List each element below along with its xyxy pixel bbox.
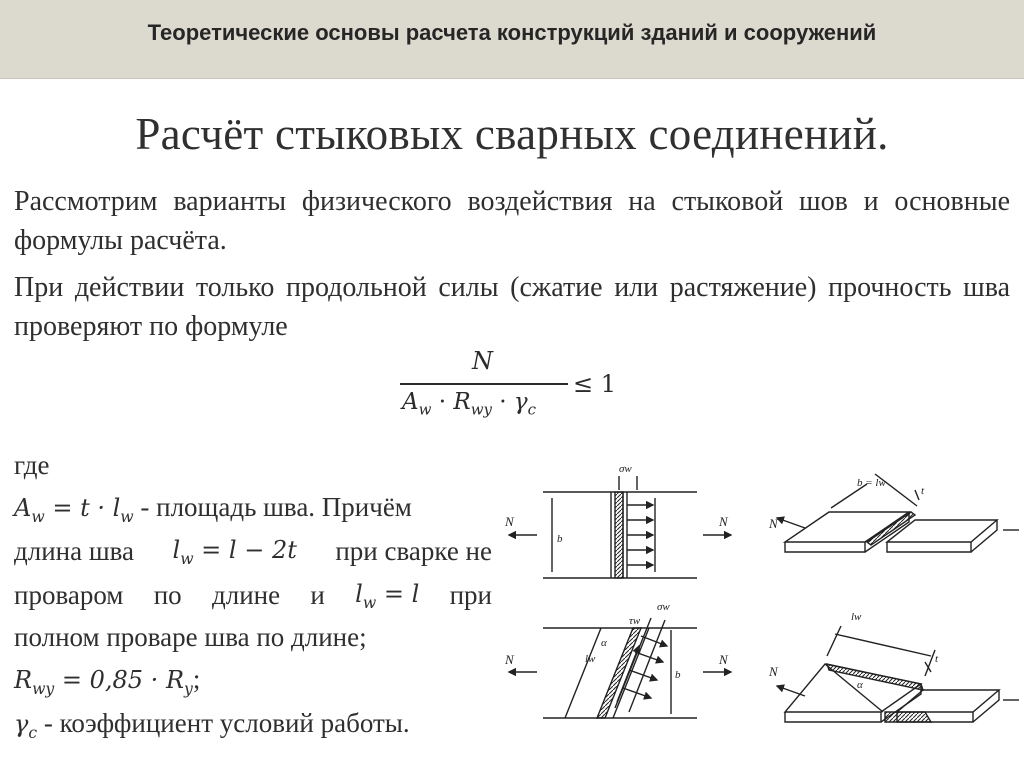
header-title: Теоретические основы расчета конструкций зданий и сооружений bbox=[147, 20, 877, 45]
force-label-6: N bbox=[769, 664, 778, 679]
oblique-weld-plan bbox=[509, 618, 731, 718]
b-label-1: b bbox=[557, 533, 563, 545]
b-label-2: b bbox=[675, 669, 681, 681]
formula-relation: ≤ 1 bbox=[573, 370, 617, 398]
alpha-label-2: α bbox=[857, 679, 863, 691]
slide-title: Расчёт стыковых сварных соединений. bbox=[135, 109, 889, 159]
straight-weld-plan bbox=[509, 476, 731, 578]
straight-weld-3d bbox=[777, 474, 1019, 552]
force-label-3: N bbox=[769, 516, 778, 531]
force-label-1: N bbox=[505, 514, 514, 529]
intro-paragraph: Рассмотрим варианты физического воздействия на стыковой шов и основные формулы расчёта. bbox=[14, 186, 1010, 256]
strength-formula bbox=[400, 345, 640, 440]
header-bar bbox=[0, 0, 1024, 79]
bl-label: b = lw bbox=[857, 477, 886, 489]
fraction-line bbox=[400, 383, 568, 385]
t-label-2: t bbox=[935, 653, 939, 665]
lw-label-1: lw bbox=[585, 653, 596, 665]
tau-label: τw bbox=[629, 615, 641, 627]
oblique-weld-3d bbox=[777, 626, 1019, 722]
lw-label-2: lw bbox=[851, 611, 862, 623]
force-label-2: N bbox=[719, 514, 728, 529]
formula-numerator: N bbox=[472, 347, 493, 375]
sigma-label-2: σw bbox=[657, 601, 670, 613]
def-rwy: $R_{wy} = 0,85 \cdot R_y$; bbox=[14, 664, 201, 698]
where-label: где bbox=[14, 450, 50, 480]
formula-denominator: $A_w \cdot R_{wy} \cdot \gamma_c$ bbox=[402, 389, 536, 419]
def-full: полном проваре шва по длине; bbox=[14, 622, 367, 652]
def-area: $A_w = t \cdot l_w$ - площадь шва. Причём bbox=[14, 492, 412, 526]
sigma-label-1: σw bbox=[619, 463, 632, 475]
force-paragraph: При действии только продольной силы (сжатие или растяжение) прочность шва проверяют по формуле bbox=[14, 272, 1010, 342]
def-gamma: $\gamma_c$ - коэффициент условий работы. bbox=[14, 708, 410, 742]
t-label-1: t bbox=[921, 485, 925, 497]
def-length: длина шва $l_w = l - 2t$ при сварке не bbox=[14, 536, 492, 568]
def-partial: проваром по длине и $l_w = l$ при bbox=[14, 580, 492, 612]
weld-diagram bbox=[505, 450, 1020, 760]
force-label-4: N bbox=[505, 652, 514, 667]
force-label-5: N bbox=[719, 652, 728, 667]
alpha-label-1: α bbox=[601, 637, 607, 649]
